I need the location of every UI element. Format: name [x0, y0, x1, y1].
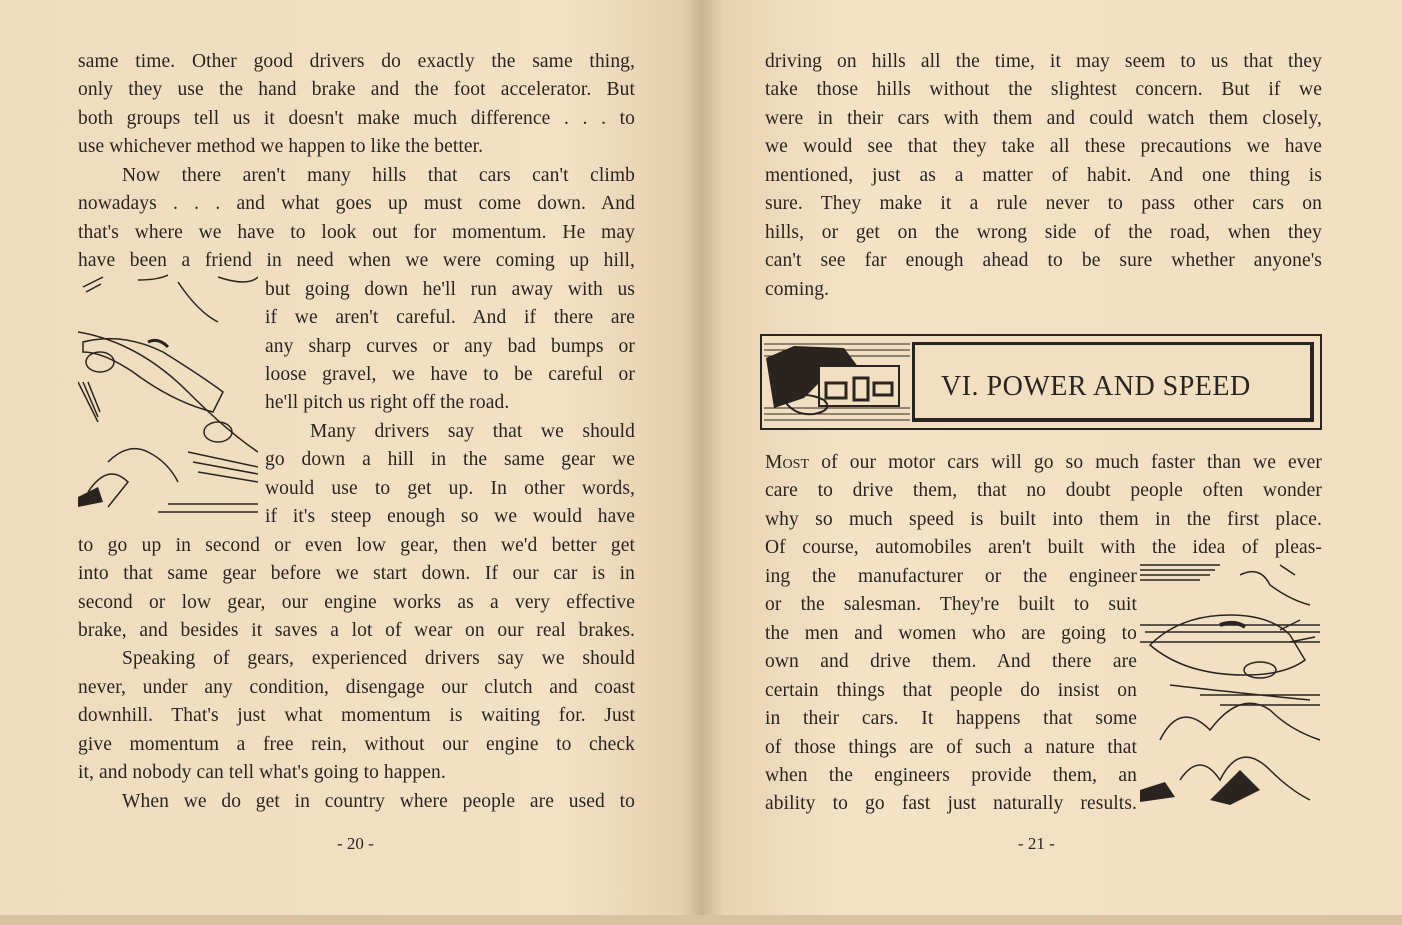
text-line: if we aren't careful. And if there are [265, 307, 635, 329]
text-line: have been a friend in need when we were coming up hill, [78, 250, 635, 272]
text-line: when the engineers provide them, an [765, 764, 1137, 786]
text-line: never, under any condition, disengage our clutch and coast [78, 676, 635, 698]
text-line: would use to get up. In other words, [265, 477, 635, 499]
speeding-car-illustration [1140, 560, 1325, 815]
text-line: downhill. That's just what momentum is waiting for. Just [78, 705, 635, 727]
text-line: into that same gear before we start down. If our car is in [78, 563, 635, 585]
text-line: driving on hills all the time, it may seem to us that they [765, 51, 1322, 72]
text-line: own and drive them. And there are [765, 651, 1137, 673]
text-line: sure. They make it a rule never to pass other cars on [765, 193, 1322, 215]
text-line: only they use the hand brake and the foot accelerator. But [78, 79, 635, 101]
text-line: loose gravel, we have to be careful or [265, 363, 635, 385]
text-line: of those things are of such a nature that [765, 736, 1137, 758]
text-line: nowadays . . . and what goes up must come down. And [78, 193, 635, 215]
text-line: or the salesman. They're built to suit [765, 594, 1137, 616]
text-line: that's where we have to look out for momentum. He may [78, 221, 635, 243]
text-line [765, 451, 1322, 475]
text-line: use whichever method we happen to like the better. [78, 136, 484, 158]
chapter-title-frame [912, 342, 1314, 422]
text-line: mentioned, just as a matter of habit. And one thing is [765, 164, 1322, 186]
text-line: second or low gear, our engine works as a very effective [78, 591, 635, 613]
text-line: give momentum a free rein, without our engine to check [78, 733, 635, 755]
text-line: ability to go fast just naturally results. [765, 793, 1137, 815]
text-line: When we do get in country where people are used to [122, 790, 635, 812]
text-line: Many drivers say that we should [310, 420, 635, 442]
chapter-heading-box [760, 334, 1322, 430]
small-caps-first-word: Most [765, 452, 810, 473]
text-line: were in their cars with them and could watch them closely, [765, 107, 1322, 129]
text-line: take those hills without the slightest concern. But if we [765, 79, 1322, 101]
page-number-left: - 20 - [337, 834, 374, 853]
page-number-right: - 21 - [1018, 834, 1055, 853]
text-line: hills, or get on the wrong side of the road, when they [765, 221, 1322, 243]
text-line: both groups tell us it doesn't make much difference . . . to [78, 107, 635, 129]
text-line: we would see that they take all these precautions we have [765, 136, 1322, 158]
text-line: the men and women who are going to [765, 622, 1137, 644]
text-line: to go up in second or even low gear, then we'd better get [78, 534, 635, 556]
text-line: brake, and besides it saves a lot of wear on our real brakes. [78, 620, 635, 641]
car-descending-hill-illustration [78, 272, 258, 527]
text-line: can't see far enough ahead to be sure whether anyone's [765, 250, 1322, 272]
text-line: why so much speed is built into them in the first place. [765, 508, 1322, 530]
text-line: certain things that people do insist on [765, 679, 1137, 701]
page-bottom-edge [0, 915, 1402, 925]
text-line: it, and nobody can tell what's going to happen. [78, 762, 446, 784]
text-line: ing the manufacturer or the engineer [765, 565, 1137, 587]
engine-icon [764, 338, 910, 426]
text-line: he'll pitch us right off the road. [265, 392, 510, 414]
text-line: Speaking of gears, experienced drivers say we should [122, 648, 635, 670]
text-line: care to drive them, that no doubt people often wonder [765, 480, 1322, 502]
chapter-title: VI. POWER AND SPEED [941, 371, 1251, 402]
text-line: Of course, automobiles aren't built with the idea of pleas- [765, 537, 1322, 559]
text-line: if it's steep enough so we would have [265, 506, 635, 528]
text-line: any sharp curves or any bad bumps or [265, 335, 635, 357]
text-line-rest: of our motor cars will go so much faster than we ever [809, 452, 1322, 473]
text-line: go down a hill in the same gear we [265, 449, 635, 471]
text-line: Now there aren't many hills that cars can't climb [122, 164, 635, 186]
text-line: same time. Other good drivers do exactly the same thing, [78, 51, 635, 72]
text-line: in their cars. It happens that some [765, 708, 1137, 730]
text-line: coming. [765, 278, 830, 300]
text-line: but going down he'll run away with us [265, 278, 635, 300]
